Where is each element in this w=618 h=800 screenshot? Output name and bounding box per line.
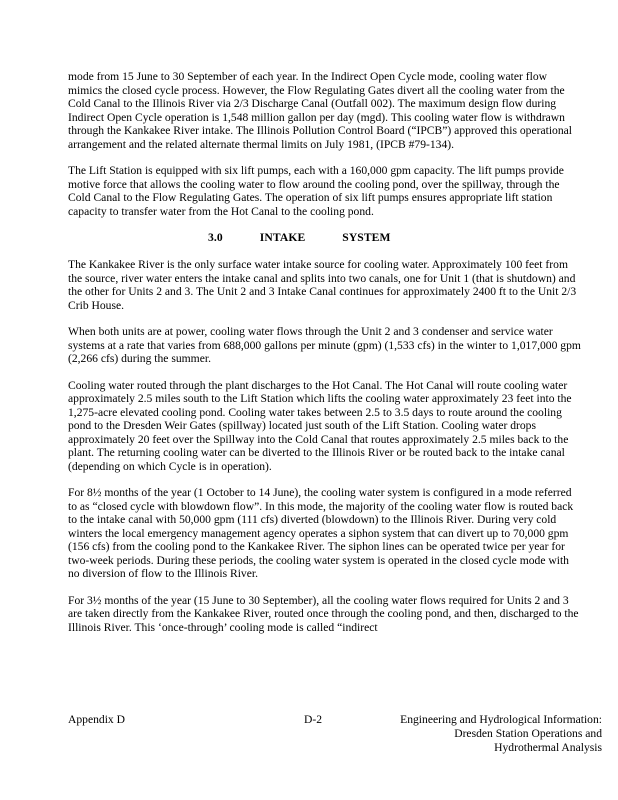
- footer-appendix-label: Appendix D: [68, 713, 125, 726]
- footer-title-line: Engineering and Hydrological Information:: [400, 713, 602, 726]
- paragraph-units-at-power: When both units are at power, cooling water flows through the Unit 2 and 3 condenser and service water systems at a rate that varies from 688,000 gallons per minute (gpm) (1,533 cfs) in the winter to 1,017,000 gpm (2,266 cfs) during the summer.: [68, 325, 581, 365]
- paragraph-indirect-open-cycle: mode from 15 June to 30 September of each year. In the Indirect Open Cycle mode, cooling water flow mimics the closed cycle process. However, the Flow Regulating Gates divert all the cooling water from the Cold Canal to the Illinois River via 2/3 Discharge Canal (Outfall 002). The maximum design flow during Indirect Open Cycle operation is 1,548 million gallon per day (mgd). This cooling water flow is withdrawn through the Kankakee River intake. The Illinois Pollution Control Board (“IPCB”) approved this operational arrangement and the related alternate thermal limits on July 1981, (IPCB #79-134).: [68, 70, 573, 151]
- paragraph-indirect-once-through: For 3½ months of the year (15 June to 30 September), all the cooling water flows required for Units 2 and 3 are taken directly from the Kankakee River, routed once through the cooling pond, and then, discharged to the Illinois River. This ‘once-through’ cooling mode is called “indirect: [68, 593, 579, 634]
- footer-document-title: [400, 713, 602, 755]
- paragraph-kankakee-river: The Kankakee River is the only surface water intake source for cooling water. Approximately 100 feet from the source, river water enters the intake canal and splits into two canals, one for Unit 1 (that is shutdown) and the other for Units 2 and 3. The Unit 2 and 3 Intake Canal continues for approximately 2400 ft to the Unit 2/3 Crib House.: [68, 258, 577, 312]
- footer-title-line: Dresden Station Operations and: [454, 727, 602, 740]
- footer-page-number: D-2: [304, 713, 323, 726]
- section-heading-intake-system: 3.0 INTAKE SYSTEM: [208, 231, 391, 244]
- document-page: [68, 70, 582, 647]
- footer-title-line: Hydrothermal Analysis: [494, 741, 602, 754]
- paragraph-lift-station: The Lift Station is equipped with six lift pumps, each with a 160,000 gpm capacity. The lift pumps provide motive force that allows the cooling water to flow around the cooling pond, over the spillway, through the Cold Canal to the Flow Regulating Gates. The operation of six lift pumps ensures appropriate lift station capacity to transfer water from the Hot Canal to the cooling pond.: [68, 164, 564, 218]
- paragraph-hot-canal: Cooling water routed through the plant discharges to the Hot Canal. The Hot Canal will route cooling water approximately 2.5 miles south to the Lift Station which lifts the cooling water approximately 23 feet into the 1,275-acre elevated cooling pond. Cooling water takes between 2.5 to 3.5 days to route around the cooling pond to the Dresden Weir Gates (spillway) located just south of the Lift Station. Cooling water drops approximately 20 feet over the Spillway into the Cold Canal that routes approximately 2.5 miles back to the plant. The returning cooling water can be diverted to the Illinois River or be routed back to the intake canal (depending on which Cycle is in operation).: [68, 378, 572, 473]
- paragraph-closed-cycle: For 8½ months of the year (1 October to 14 June), the cooling water system is configured in a mode referred to as “closed cycle with blowdown flow”. In this mode, the majority of the cooling water flow is routed back to the intake canal with 50,000 gpm (111 cfs) diverted (blowdown) to the Illinois River. During very cold winters the local emergency management agency operates a siphon system that can divert up to 70,000 gpm (156 cfs) from the cooling pond to the Kankakee River. The siphon lines can be operated twice per year for two-week periods. During these periods, the cooling water system is operated in the closed cycle mode with no diversion of flow to the Illinois River.: [68, 486, 574, 580]
